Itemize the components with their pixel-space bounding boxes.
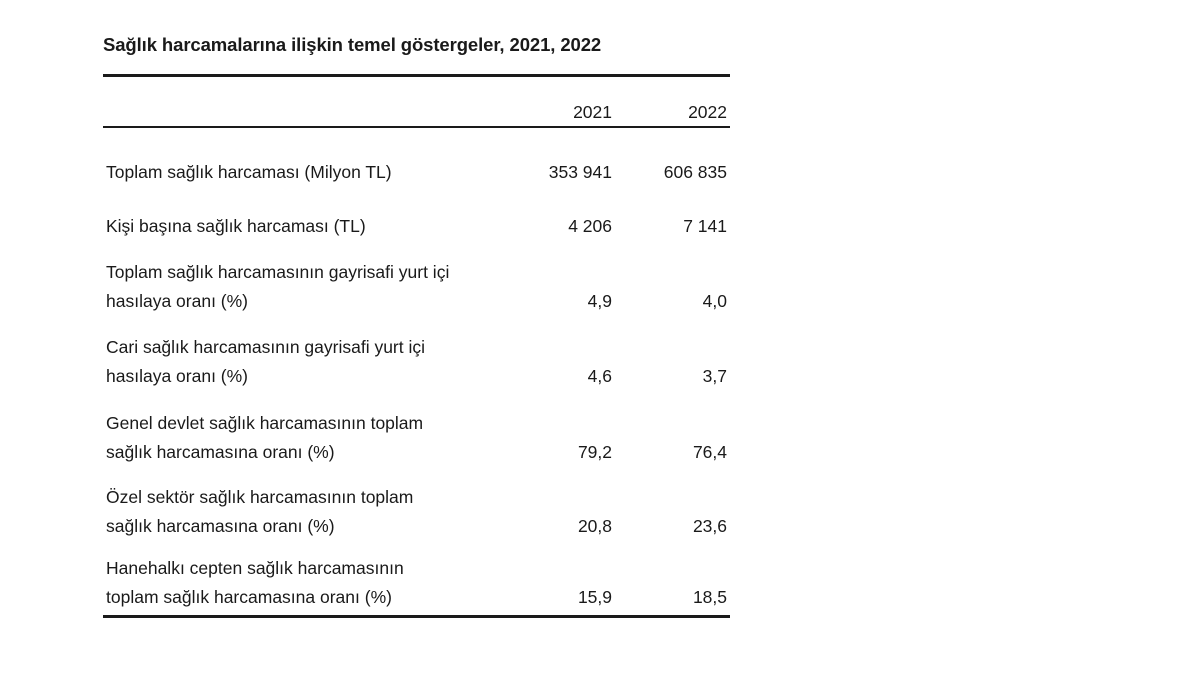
table-row xyxy=(103,333,730,393)
row-label-line: Hanehalkı cepten sağlık harcamasının xyxy=(106,558,404,578)
row-label-line: Genel devlet sağlık harcamasının toplam xyxy=(106,413,424,433)
table-row xyxy=(103,258,730,318)
column-header-2021: 2021 xyxy=(573,102,612,122)
table-title: Sağlık harcamalarına ilişkin temel göstergeler, 2021, 2022 xyxy=(103,34,602,55)
table-row xyxy=(103,483,730,543)
row-label-line: sağlık harcamasına oranı (%) xyxy=(106,516,335,536)
row-label xyxy=(106,554,506,612)
row-label xyxy=(106,258,506,316)
row-label-line: Özel sektör sağlık harcamasının toplam xyxy=(106,487,414,507)
value-2022: 7 141 xyxy=(683,216,727,236)
header-row xyxy=(103,77,730,126)
indicator-table xyxy=(103,30,730,614)
value-2021: 4 206 xyxy=(568,216,612,236)
table-row xyxy=(103,158,730,188)
value-2022: 606 835 xyxy=(663,162,727,182)
value-2022: 23,6 xyxy=(692,516,727,536)
row-label xyxy=(106,483,506,541)
row-label-line: sağlık harcamasına oranı (%) xyxy=(106,442,335,462)
row-label xyxy=(106,212,506,241)
row-label-line: Cari sağlık harcamasının gayrisafi yurt içi xyxy=(106,337,425,357)
table-row xyxy=(103,554,730,614)
value-2021: 79,2 xyxy=(577,442,612,462)
column-header-2022: 2022 xyxy=(688,102,727,122)
row-label xyxy=(106,158,506,187)
row-label-line: hasılaya oranı (%) xyxy=(106,366,249,386)
table-row xyxy=(103,409,730,469)
row-label-line: Toplam sağlık harcaması (Milyon TL) xyxy=(106,162,392,182)
value-2022: 4,0 xyxy=(702,291,727,311)
value-2021: 4,9 xyxy=(587,291,612,311)
value-2021: 4,6 xyxy=(587,366,612,386)
row-label xyxy=(106,333,506,391)
row-label-line: Kişi başına sağlık harcaması (TL) xyxy=(106,216,366,236)
table-body xyxy=(103,128,730,614)
row-label-line: Toplam sağlık harcamasının gayrisafi yurt içi xyxy=(106,262,450,282)
value-2021: 20,8 xyxy=(577,516,612,536)
table-row xyxy=(103,212,730,242)
row-label-line: toplam sağlık harcamasına oranı (%) xyxy=(106,587,392,607)
row-label-line: hasılaya oranı (%) xyxy=(106,291,249,311)
value-2022: 3,7 xyxy=(702,366,727,386)
value-2021: 353 941 xyxy=(548,162,612,182)
value-2021: 15,9 xyxy=(577,587,612,607)
value-2022: 18,5 xyxy=(692,587,727,607)
value-2022: 76,4 xyxy=(692,442,727,462)
bottom-rule xyxy=(103,615,730,618)
row-label xyxy=(106,409,506,467)
